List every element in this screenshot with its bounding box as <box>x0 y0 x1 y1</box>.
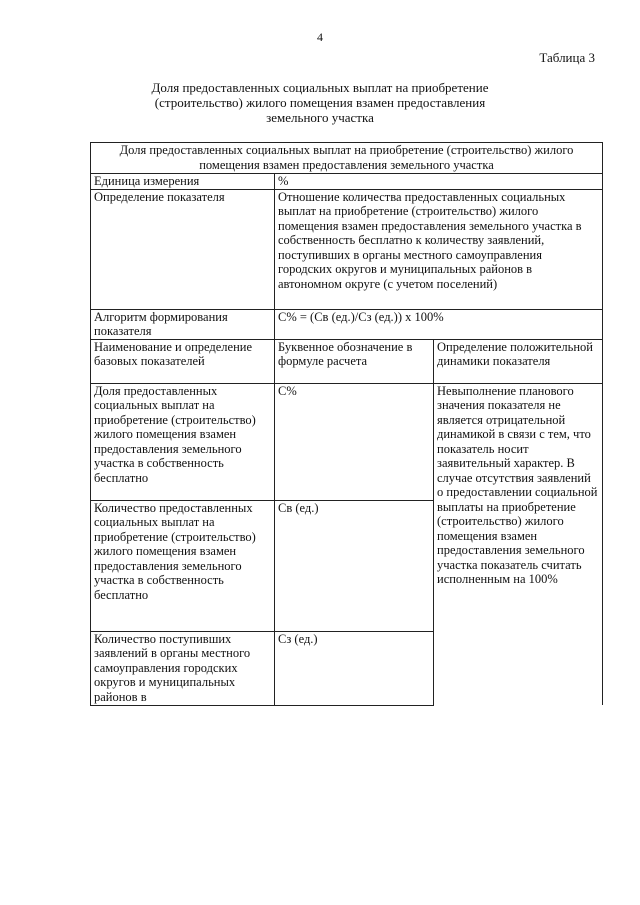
table-caption-row <box>91 143 603 174</box>
algorithm-row <box>91 309 603 339</box>
row-symbol: С% <box>275 383 434 500</box>
unit-value: % <box>275 174 603 190</box>
row-symbol: Св (ед.) <box>275 500 434 631</box>
definition-row <box>91 189 603 309</box>
row-name: Количество предоставленных социальных выплат на приобретение (строительство) жилого помещения взамен предоставления земельного участка в собственность бесплатно <box>91 500 275 631</box>
unit-label: Единица измерения <box>91 174 275 190</box>
title-line: земельного участка <box>266 110 374 125</box>
column-header-symbol: Буквенное обозначение в формуле расчета <box>275 339 434 383</box>
document-title <box>100 80 540 125</box>
dynamics-note: Невыполнение планового значения показателя не является отрицательной динамикой в связи с тем, что показатель носит заявительный характер. В случае отсутствия заявлений о предоставлении социальной выплаты на приобретение (строительство) жилого помещения взамен предоставления земельного участка показатель считать исполненным на 100% <box>434 383 603 705</box>
table-label: Таблица 3 <box>539 50 595 65</box>
page-number: 4 <box>317 30 323 44</box>
title-line: (строительство) жилого помещения взамен предоставления <box>154 95 486 110</box>
title-line: Доля предоставленных социальных выплат на приобретение <box>151 80 489 95</box>
algorithm-label: Алгоритм формирования показателя <box>91 309 275 339</box>
row-name: Доля предоставленных социальных выплат на приобретение (строительство) жилого помещения взамен предоставления земельного участка в собственность бесплатно <box>91 383 275 500</box>
row-name: Количество поступивших заявлений в органы местного самоуправления городских округов и муниципальных районов в <box>91 631 275 705</box>
definition-value: Отношение количества предоставленных социальных выплат на приобретение (строительство) жилого помещения взамен предоставления земельного участка в собственность бесплатно к количеству заявлений, поступивших в органы местного самоуправления городских округов и муниципальных районов в автономном округе (с учетом поселений) <box>275 189 603 309</box>
indicator-table <box>90 142 603 706</box>
column-header-dynamics: Определение положительной динамики показателя <box>434 339 603 383</box>
definition-label: Определение показателя <box>91 189 275 309</box>
column-header-row <box>91 339 603 383</box>
column-header-name: Наименование и определение базовых показателей <box>91 339 275 383</box>
unit-row <box>91 174 603 190</box>
algorithm-formula: С% = (Св (ед.)/Сз (ед.)) x 100% <box>275 309 603 339</box>
row-symbol: Сз (ед.) <box>275 631 434 705</box>
table-caption: Доля предоставленных социальных выплат на приобретение (строительство) жилого помещения взамен предоставления земельного участка <box>91 143 603 174</box>
table-row <box>91 383 603 500</box>
